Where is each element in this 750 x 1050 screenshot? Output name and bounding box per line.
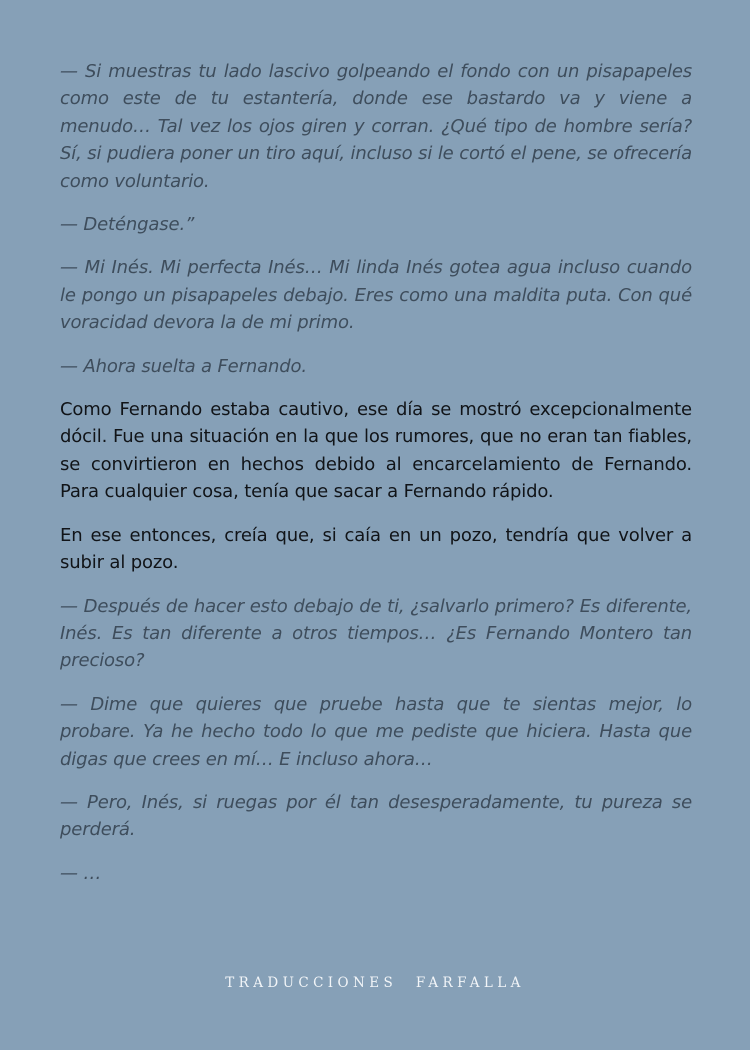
- dialogue-paragraph: — Pero, Inés, si ruegas por él tan desesperadamente, tu pureza se perderá.: [60, 791, 692, 841]
- narration-paragraph: En ese entonces, creía que, si caía en un pozo, tendría que volver a subir al pozo.: [60, 524, 692, 574]
- footer-credit: TRADUCCIONES FARFALLA: [225, 975, 525, 991]
- narration-paragraph: Como Fernando estaba cautivo, ese día se mostró excepcionalmente dócil. Fue una situación en la que los rumores, que no eran tan fiables, se convirtieron en hechos debido al encarcelamiento de Fernando. Para cualquier cosa, tenía que sacar a Fernando rápido.: [60, 399, 692, 503]
- dialogue-paragraph: — Si muestras tu lado lascivo golpeando el fondo con un pisapapeles como este de tu estantería, donde ese bastardo va y viene a menudo… Tal vez los ojos giren y corran. ¿Qué tipo de hombre sería? Sí, si pudiera poner un tiro aquí, incluso si le cortó el pene, se ofrecería como voluntario.: [60, 61, 692, 192]
- page-body: [60, 58, 692, 903]
- dialogue-paragraph: — Dime que quieres que pruebe hasta que te sientas mejor, lo probare. Ya he hecho todo lo que me pediste que hiciera. Hasta que digas que crees en mí… E incluso ahora…: [60, 693, 692, 770]
- dialogue-paragraph: — Después de hacer esto debajo de ti, ¿salvarlo primero? Es diferente, Inés. Es tan diferente a otros tiempos… ¿Es Fernando Montero tan precioso?: [60, 595, 692, 672]
- dialogue-paragraph: — …: [60, 862, 102, 884]
- dialogue-paragraph: — Mi Inés. Mi perfecta Inés… Mi linda Inés gotea agua incluso cuando le pongo un pisapapeles debajo. Eres como una maldita puta. Con qué voracidad devora la de mi primo.: [60, 257, 692, 334]
- dialogue-paragraph: — Deténgase.”: [60, 214, 195, 236]
- dialogue-paragraph: — Ahora suelta a Fernando.: [60, 355, 307, 377]
